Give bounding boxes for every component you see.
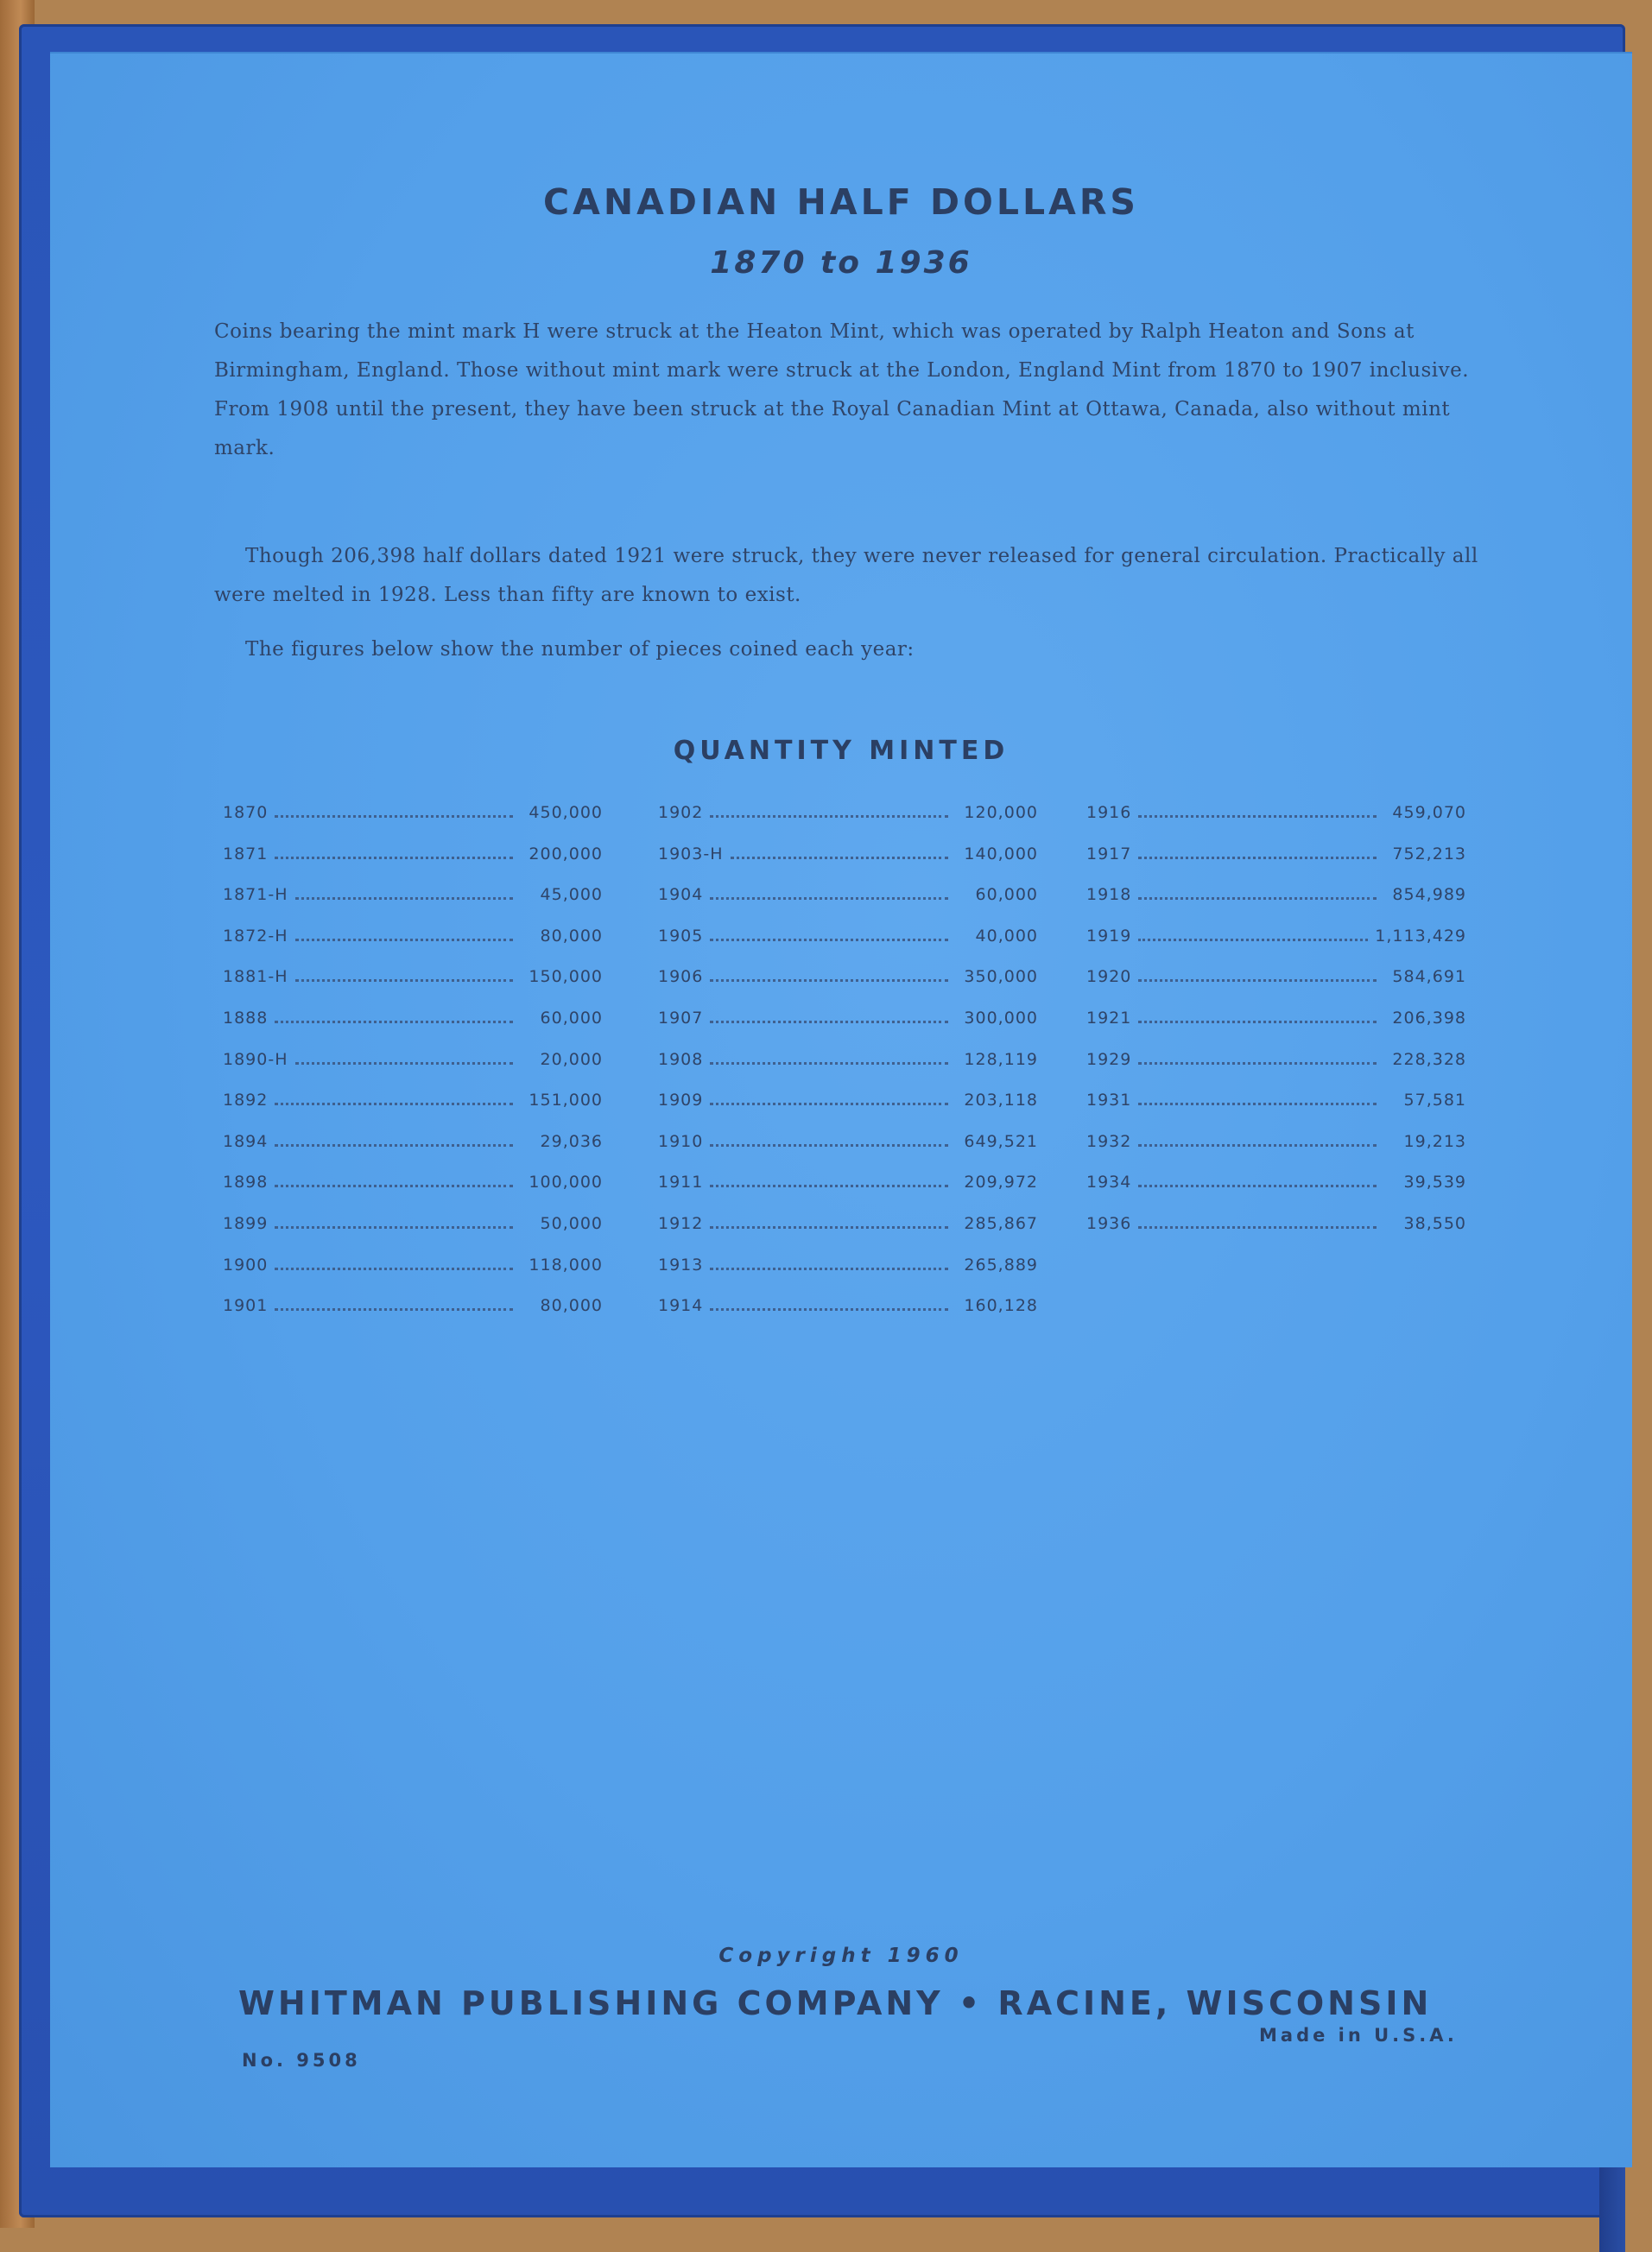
mintage-quantity: 150,000 [529, 967, 603, 987]
mintage-year: 1901 [223, 1296, 269, 1316]
copyright-line: Copyright 1960 [718, 1945, 964, 1967]
mintage-quantity: 300,000 [964, 1008, 1038, 1028]
mintage-quantity: 80,000 [540, 1296, 603, 1316]
mintage-row [658, 885, 1038, 927]
mintage-year: 1871-H [223, 885, 288, 905]
intro-paragraph-figures-note: The figures below show the number of pieces coined each year: [245, 638, 915, 661]
mintage-quantity: 80,000 [540, 926, 603, 946]
mintage-row [1086, 885, 1466, 927]
mintage-year: 1913 [658, 1255, 704, 1275]
mintage-quantity: 203,118 [964, 1091, 1038, 1110]
mintage-year: 1914 [658, 1296, 704, 1316]
mintage-row [658, 844, 1038, 886]
mintage-year: 1872-H [223, 926, 288, 946]
mintage-row [223, 803, 603, 844]
mintage-row [223, 1296, 603, 1338]
publisher-line: WHITMAN PUBLISHING COMPANY • RACINE, WISCONSIN [238, 1984, 1433, 2022]
dot-leader [275, 1218, 513, 1229]
dot-leader [1138, 1176, 1377, 1187]
mintage-row [223, 1050, 603, 1091]
dot-leader [275, 1135, 513, 1147]
dot-leader [275, 1094, 513, 1105]
intro-paragraph-1921-note: Though 206,398 half dollars dated 1921 were struck, they were never released for general circulation. Practically all were melted in 1928. Less than fifty are known to exist. [214, 545, 1478, 606]
mintage-quantity: 19,213 [1403, 1131, 1466, 1151]
mintage-year: 1899 [223, 1213, 269, 1233]
dot-leader [295, 930, 514, 941]
mintage-row [223, 1173, 603, 1214]
mintage-row [658, 1296, 1038, 1338]
mintage-row [1086, 967, 1466, 1009]
mintage-row [658, 1132, 1038, 1173]
mintage-year: 1936 [1086, 1213, 1132, 1233]
mintage-row [1086, 844, 1466, 886]
page-title: CANADIAN HALF DOLLARS [543, 181, 1139, 223]
mintage-year: 1921 [1086, 1008, 1132, 1028]
dot-leader [1138, 1053, 1377, 1065]
mintage-year: 1934 [1086, 1173, 1132, 1192]
dot-leader [1138, 971, 1377, 982]
page-subtitle: 1870 to 1936 [710, 245, 972, 281]
mintage-row [658, 803, 1038, 844]
mintage-quantity: 60,000 [975, 885, 1038, 905]
mintage-year: 1911 [658, 1173, 704, 1192]
dot-leader [275, 807, 513, 818]
mintage-quantity: 649,521 [964, 1131, 1038, 1151]
intro-paragraph-mint-history: Coins bearing the mint mark H were struck at the Heaton Mint, which was operated by Ralph Heaton and Sons at Birmingham, England. Those without mint mark were struck at the London, England Mint from 1870 to 1907 inclusive. From 1908 until the present, they have been struck at the Royal Canadian Mint at Ottawa, Canada, also without mint mark. [214, 320, 1470, 459]
dot-leader [710, 807, 948, 818]
mintage-quantity: 752,213 [1392, 844, 1466, 863]
dot-leader [710, 1176, 948, 1187]
mintage-quantity: 200,000 [529, 844, 603, 863]
dot-leader [710, 1259, 948, 1270]
mintage-row [223, 927, 603, 968]
mintage-row [658, 1050, 1038, 1091]
mintage-row [658, 1173, 1038, 1214]
mintage-year: 1932 [1086, 1131, 1132, 1151]
dot-leader [710, 1053, 948, 1065]
dot-leader [275, 1300, 513, 1311]
mintage-row [1086, 1173, 1466, 1214]
dot-leader [710, 971, 948, 982]
dot-leader [295, 889, 514, 900]
mintage-row [223, 885, 603, 927]
mintage-quantity: 140,000 [964, 844, 1038, 863]
mintage-year: 1870 [223, 803, 269, 822]
page-content [50, 54, 1632, 2167]
mintage-row [658, 1009, 1038, 1050]
mintage-year: 1910 [658, 1131, 704, 1151]
mintage-row [223, 1214, 603, 1256]
mintage-row [223, 1256, 603, 1297]
made-in-label: Made in U.S.A. [1259, 2025, 1458, 2046]
dot-leader [275, 848, 513, 859]
mintage-column-1 [223, 803, 603, 1338]
mintage-year: 1906 [658, 967, 704, 987]
mintage-quantity: 29,036 [540, 1131, 603, 1151]
dot-leader [295, 971, 514, 982]
mintage-quantity: 118,000 [529, 1255, 603, 1275]
mintage-quantity: 38,550 [1403, 1213, 1466, 1233]
mintage-quantity: 151,000 [529, 1091, 603, 1110]
dot-leader [275, 1012, 513, 1023]
mintage-row [658, 967, 1038, 1009]
mintage-quantity: 160,128 [964, 1296, 1038, 1316]
dot-leader [710, 1135, 948, 1147]
mintage-quantity: 50,000 [540, 1213, 603, 1233]
mintage-year: 1903-H [658, 844, 724, 863]
mintage-row [658, 1091, 1038, 1132]
dot-leader [710, 889, 948, 900]
dot-leader [1138, 889, 1377, 900]
mintage-quantity: 40,000 [975, 926, 1038, 946]
catalog-number: No. 9508 [242, 2050, 361, 2071]
mintage-year: 1907 [658, 1008, 704, 1028]
mintage-year: 1916 [1086, 803, 1132, 822]
dot-leader [1138, 1218, 1377, 1229]
mintage-year: 1917 [1086, 844, 1132, 863]
mintage-quantity: 584,691 [1392, 967, 1466, 987]
mintage-year: 1871 [223, 844, 269, 863]
folder-page [50, 52, 1632, 2167]
dot-leader [710, 1012, 948, 1023]
dot-leader [710, 1094, 948, 1105]
mintage-quantity: 1,113,429 [1375, 926, 1466, 946]
mintage-year: 1894 [223, 1131, 269, 1151]
mintage-year: 1908 [658, 1049, 704, 1069]
mintage-year: 1912 [658, 1213, 704, 1233]
mintage-quantity: 206,398 [1392, 1008, 1466, 1028]
mintage-year: 1902 [658, 803, 704, 822]
dot-leader [1138, 1135, 1377, 1147]
mintage-year: 1919 [1086, 926, 1132, 946]
mintage-column-3 [1086, 803, 1466, 1256]
mintage-quantity: 128,119 [964, 1049, 1038, 1069]
mintage-row [1086, 1091, 1466, 1132]
mintage-quantity: 265,889 [964, 1255, 1038, 1275]
mintage-row [658, 1214, 1038, 1256]
dot-leader [1138, 807, 1377, 818]
mintage-row [658, 1256, 1038, 1297]
dot-leader [710, 1300, 948, 1311]
mintage-year: 1905 [658, 926, 704, 946]
dot-leader [710, 930, 948, 941]
dot-leader [710, 1218, 948, 1229]
mintage-quantity: 20,000 [540, 1049, 603, 1069]
dot-leader [1138, 848, 1377, 859]
dot-leader [275, 1259, 513, 1270]
mintage-row [223, 1091, 603, 1132]
mintage-quantity: 57,581 [1403, 1091, 1466, 1110]
mintage-year: 1898 [223, 1173, 269, 1192]
mintage-row [223, 844, 603, 886]
mintage-quantity: 60,000 [540, 1008, 603, 1028]
mintage-quantity: 350,000 [964, 967, 1038, 987]
mintage-row [658, 927, 1038, 968]
dot-leader [731, 848, 949, 859]
mintage-row [1086, 1050, 1466, 1091]
mintage-quantity: 228,328 [1392, 1049, 1466, 1069]
mintage-year: 1904 [658, 885, 704, 905]
mintage-row [1086, 1009, 1466, 1050]
dot-leader [1138, 1094, 1377, 1105]
mintage-quantity: 459,070 [1392, 803, 1466, 822]
dot-leader [1138, 1012, 1377, 1023]
mintage-year: 1909 [658, 1091, 704, 1110]
mintage-row [1086, 1132, 1466, 1173]
mintage-year: 1918 [1086, 885, 1132, 905]
mintage-row [223, 1132, 603, 1173]
mintage-year: 1920 [1086, 967, 1132, 987]
mintage-quantity: 45,000 [540, 885, 603, 905]
quantity-minted-heading: QUANTITY MINTED [673, 736, 1010, 766]
mintage-year: 1890-H [223, 1049, 288, 1069]
dot-leader [275, 1176, 513, 1187]
mintage-year: 1888 [223, 1008, 269, 1028]
mintage-quantity: 100,000 [529, 1173, 603, 1192]
mintage-row [1086, 927, 1466, 968]
mintage-quantity: 285,867 [964, 1213, 1038, 1233]
mintage-quantity: 209,972 [964, 1173, 1038, 1192]
mintage-year: 1929 [1086, 1049, 1132, 1069]
mintage-year: 1881-H [223, 967, 288, 987]
mintage-quantity: 120,000 [964, 803, 1038, 822]
mintage-row [223, 1009, 603, 1050]
mintage-quantity: 450,000 [529, 803, 603, 822]
mintage-quantity: 854,989 [1392, 885, 1466, 905]
mintage-year: 1931 [1086, 1091, 1132, 1110]
mintage-year: 1900 [223, 1255, 269, 1275]
mintage-row [1086, 803, 1466, 844]
mintage-quantity: 39,539 [1403, 1173, 1466, 1192]
mintage-row [223, 967, 603, 1009]
mintage-column-2 [658, 803, 1038, 1338]
dot-leader [1138, 930, 1368, 941]
dot-leader [295, 1053, 514, 1065]
mintage-row [1086, 1214, 1466, 1256]
mintage-year: 1892 [223, 1091, 269, 1110]
